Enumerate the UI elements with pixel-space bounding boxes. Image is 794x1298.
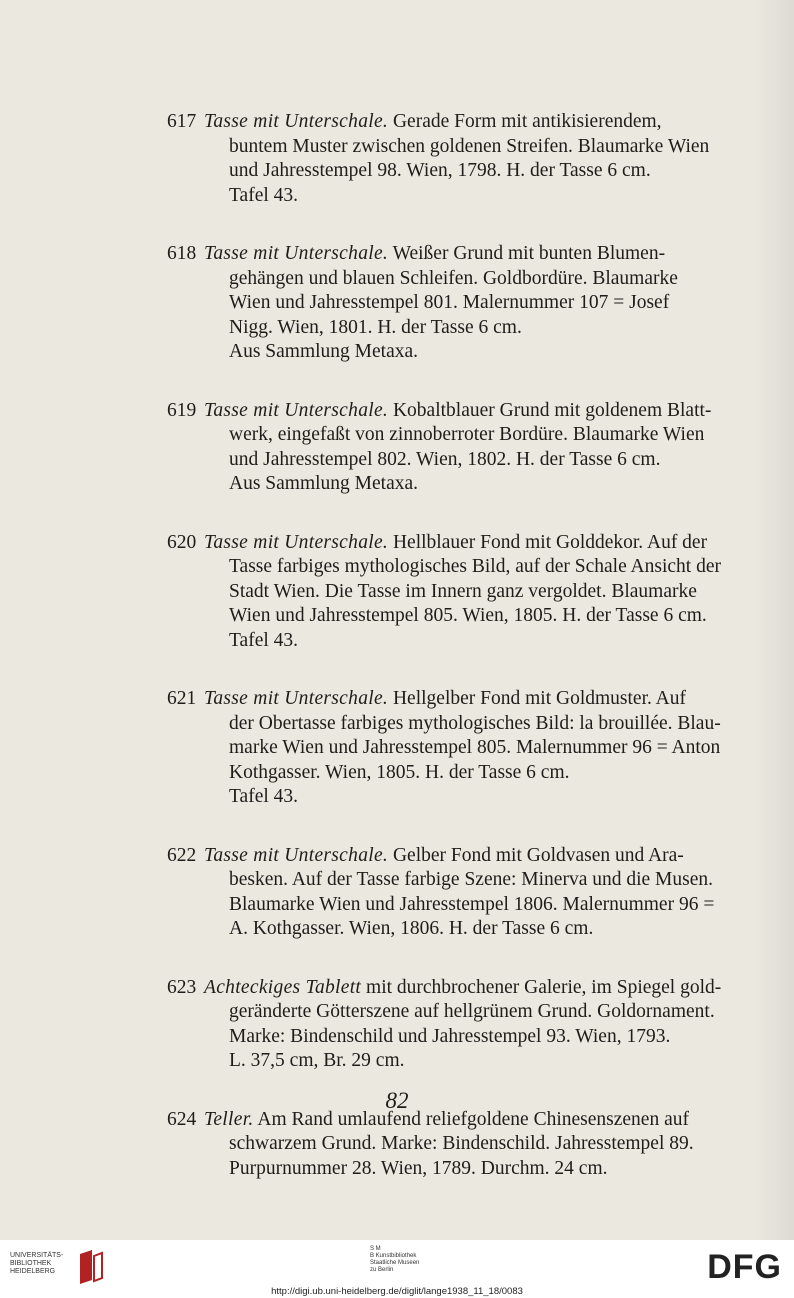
logo-text-line: HEIDELBERG — [10, 1268, 56, 1275]
entry-text-line: Gerade Form mit antikisierendem, — [392, 111, 662, 132]
entry-text-line: mit durchbrochener Galerie, im Spiegel gold- — [366, 976, 722, 998]
entry-title: Tasse mit Unterschale. — [204, 399, 389, 421]
permalink-url[interactable]: http://digi.ub.uni-heidelberg.de/diglit/lange1938_11_18/0083 — [271, 1286, 523, 1297]
entry-number: 622 — [167, 844, 197, 866]
page-edge-shadow — [754, 0, 794, 1240]
entry-text-line: Wien und Jahresstempel 801. Malernummer 107 = Josef — [229, 292, 670, 313]
entry-title: Tasse mit Unterschale. — [204, 844, 389, 866]
entry-number: 619 — [167, 399, 197, 421]
entry-text-line: Purpurnummer 28. Wien, 1789. Durchm. 24 cm. — [229, 1157, 608, 1179]
entry-text-line: Tafel 43. — [229, 629, 299, 651]
kunstbibliothek-credit — [370, 1246, 419, 1274]
catalog-entry — [167, 844, 757, 942]
entry-text-line: Tafel 43. — [229, 184, 299, 206]
entry-number: 624 — [167, 1108, 197, 1130]
entry-text-line: Marke: Bindenschild und Jahresstempel 93. Wien, 1793. — [229, 1025, 671, 1047]
entry-text-line: Am Rand umlaufend reliefgoldene Chinesenszenen auf — [257, 1108, 689, 1130]
entry-text-line: marke Wien und Jahresstempel 805. Malernummer 96 = Anton — [229, 737, 721, 758]
entry-text-line: A. Kothgasser. Wien, 1806. H. der Tasse 6 cm. — [229, 918, 594, 939]
entry-text-line: Aus Sammlung Metaxa. — [229, 473, 419, 494]
credit-text-line: zu Berlin — [370, 1267, 394, 1273]
entry-text-line: Kobaltblauer Grund mit goldenem Blatt- — [392, 399, 712, 421]
logo-text-line: UNIVERSITÄTS- — [10, 1252, 64, 1259]
entry-title: Tasse mit Unterschale. — [204, 243, 389, 264]
dfg-logo[interactable]: DFG — [707, 1248, 782, 1286]
entry-text-line: Wien und Jahresstempel 805. Wien, 1805. H. der Tasse 6 cm. — [229, 605, 707, 626]
entry-text-line: Hellgelber Fond mit Goldmuster. Auf — [392, 688, 686, 709]
catalog-entry — [167, 1108, 757, 1182]
viewer-footer — [0, 1240, 794, 1298]
catalog-entry — [167, 687, 757, 810]
entry-text-line: geränderte Götterszene auf hellgrünem Grund. Goldornament. — [229, 1001, 715, 1022]
entry-title: Tasse mit Unterschale. — [204, 688, 389, 709]
entry-text-line: Nigg. Wien, 1801. H. der Tasse 6 cm. — [229, 316, 522, 338]
catalog-entry — [167, 110, 757, 208]
entry-number: 621 — [167, 688, 197, 709]
entry-title: Tasse mit Unterschale. — [204, 111, 389, 132]
entry-text-line: Kothgasser. Wien, 1805. H. der Tasse 6 cm. — [229, 761, 570, 783]
catalog-entry — [167, 531, 757, 654]
entry-text-line: Tafel 43. — [229, 786, 299, 807]
entry-text-line: L. 37,5 cm, Br. 29 cm. — [229, 1050, 405, 1071]
entry-text-line: Stadt Wien. Die Tasse im Innern ganz vergoldet. Blaumarke — [229, 580, 697, 602]
entry-text-line: Tasse farbiges mythologisches Bild, auf der Schale Ansicht der — [229, 556, 721, 577]
university-library-name — [10, 1252, 74, 1276]
entry-title: Achteckiges Tablett — [204, 976, 362, 998]
entry-text-line: Weißer Grund mit bunten Blumen- — [392, 243, 666, 264]
library-emblem-icon — [76, 1250, 104, 1284]
catalog-entry — [167, 242, 757, 365]
logo-text-line: BIBLIOTHEK — [10, 1260, 52, 1267]
entry-text-line: und Jahresstempel 98. Wien, 1798. H. der Tasse 6 cm. — [229, 160, 651, 181]
entry-title: Tasse mit Unterschale. — [204, 531, 389, 553]
entry-text-line: Blaumarke Wien und Jahresstempel 1806. Malernummer 96 = — [229, 893, 715, 915]
university-library-logo[interactable] — [10, 1250, 100, 1290]
entry-title: Teller. — [204, 1108, 254, 1130]
entry-text-line: Hellblauer Fond mit Golddekor. Auf der — [392, 531, 708, 553]
catalog-entries — [167, 110, 757, 1215]
credit-text-line: Staatliche Museen — [370, 1260, 420, 1266]
entry-text-line: gehängen und blauen Schleifen. Goldbordüre. Blaumarke — [229, 267, 678, 289]
entry-number: 623 — [167, 976, 197, 998]
entry-text-line: werk, eingefaßt von zinnoberroter Bordüre. Blaumarke Wien — [229, 424, 705, 445]
entry-text-line: und Jahresstempel 802. Wien, 1802. H. der Tasse 6 cm. — [229, 448, 661, 470]
catalog-entry — [167, 399, 757, 497]
entry-text-line: der Obertasse farbiges mythologisches Bild: la brouillée. Blau- — [229, 712, 721, 734]
catalog-entry — [167, 976, 757, 1074]
entry-text-line: schwarzem Grund. Marke: Bindenschild. Jahresstempel 89. — [229, 1133, 694, 1154]
entry-text-line: buntem Muster zwischen goldenen Streifen. Blaumarke Wien — [229, 135, 710, 157]
page-number: 82 — [385, 1088, 409, 1113]
entry-text-line: Gelber Fond mit Goldvasen und Ara- — [392, 844, 684, 866]
entry-text-line: besken. Auf der Tasse farbige Szene: Minerva und die Musen. — [229, 869, 714, 890]
entry-number: 617 — [167, 111, 197, 132]
credit-text-line: S M — [370, 1246, 381, 1252]
entry-number: 618 — [167, 243, 197, 264]
credit-text-line: B Kunstbibliothek — [370, 1253, 417, 1259]
entry-number: 620 — [167, 531, 197, 553]
entry-text-line: Aus Sammlung Metaxa. — [229, 341, 419, 362]
